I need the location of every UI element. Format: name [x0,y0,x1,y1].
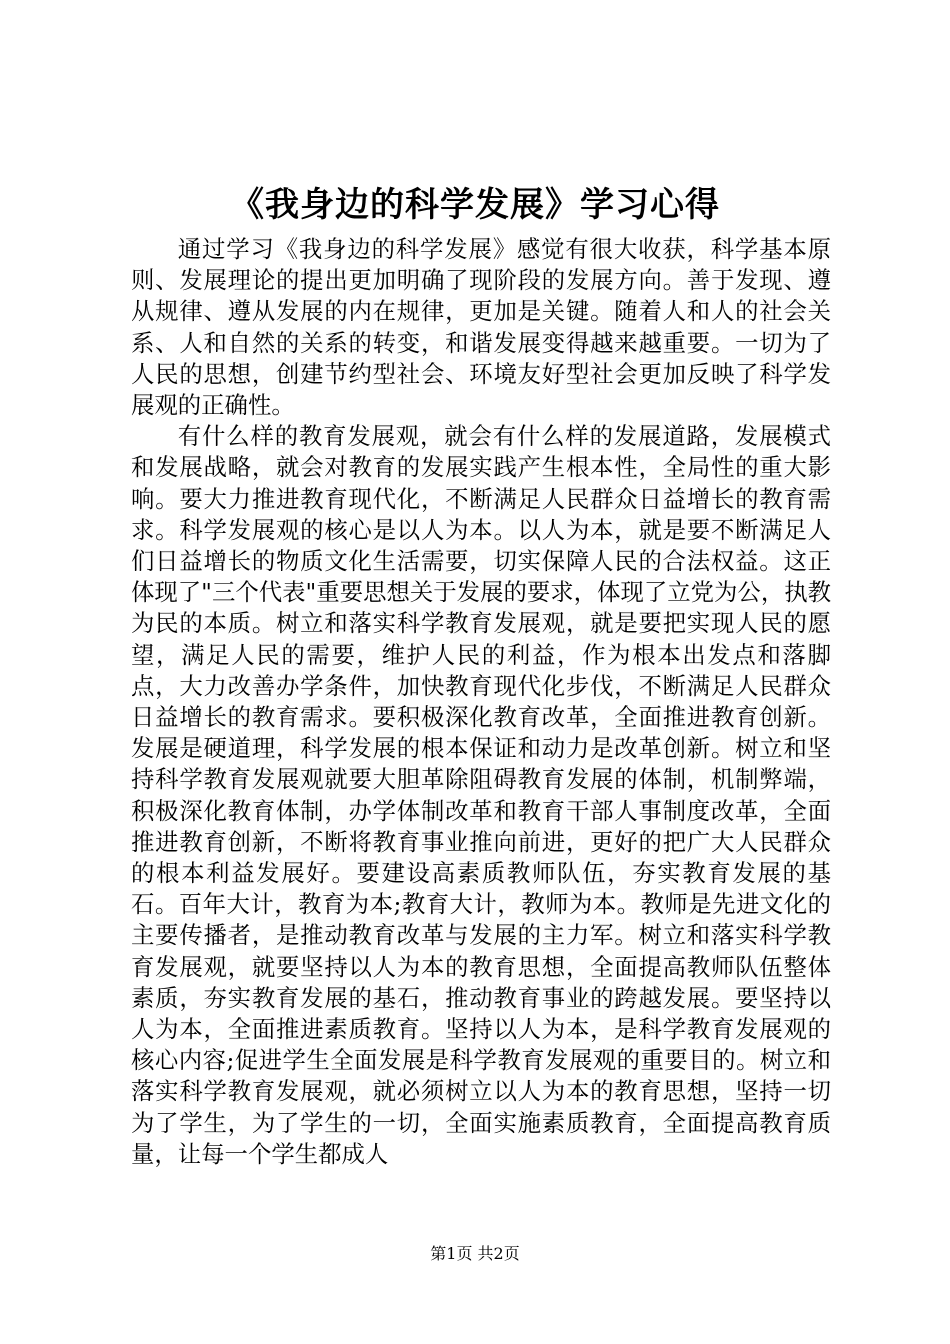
paragraph: 有什么样的教育发展观，就会有什么样的发展道路，发展模式和发展战略，就会对教育的发展实践产生根本性，全局性的重大影响。要大力推进教育现代化，不断满足人民群众日益增长的教育需求。科学发展观的核心是以人为本。以人为本，就是要不断满足人们日益增长的物质文化生活需要，切实保障人民的合法权益。这正体现了"三个代表"重要思想关于发展的要求，体现了立党为公，执教为民的本质。树立和落实科学教育发展观，就是要把实现人民的愿望，满足人民的需要，维护人民的利益，作为根本出发点和落脚点，大力改善办学条件，加快教育现代化步伐，不断满足人民群众日益增长的教育需求。要积极深化教育改革，全面推进教育创新。发展是硬道理，科学发展的根本保证和动力是改革创新。树立和坚持科学教育发展观就要大胆革除阻碍教育发展的体制，机制弊端，积极深化教育体制，办学体制改革和教育干部人事制度改革，全面推进教育创新，不断将教育事业推向前进，更好的把广大人民群众的根本利益发展好。要建设高素质教师队伍，夯实教育发展的基石。百年大计，教育为本;教育大计，教师为本。教师是先进文化的主要传播者，是推动教育改革与发展的主力军。树立和落实科学教育发展观，就要坚持以人为本的教育思想，全面提高教师队伍整体素质，夯实教育发展的基石，推动教育事业的跨越发展。要坚持以人为本，全面推进素质教育。坚持以人为本，是科学教育发展观的核心内容;促进学生全面发展是科学教育发展观的重要目的。树立和落实科学教育发展观，就必须树立以人为本的教育思想，坚持一切为了学生，为了学生的一切，全面实施素质教育，全面提高教育质量，让每一个学生都成人 [131,422,831,1168]
paragraph: 通过学习《我身边的科学发展》感觉有很大收获，科学基本原则、发展理论的提出更加明确了现阶段的发展方向。善于发现、遵从规律、遵从发展的内在规律，更加是关键。随着人和人的社会关系、人和自然的关系的转变，和谐发展变得越来越重要。一切为了人民的思想，创建节约型社会、环境友好型社会更加反映了科学发展观的正确性。 [131,235,831,420]
page-footer: 第1页 共2页 [430,1244,520,1263]
document-body [131,234,831,1170]
document-title: 《我身边的科学发展》学习心得 [230,185,720,225]
